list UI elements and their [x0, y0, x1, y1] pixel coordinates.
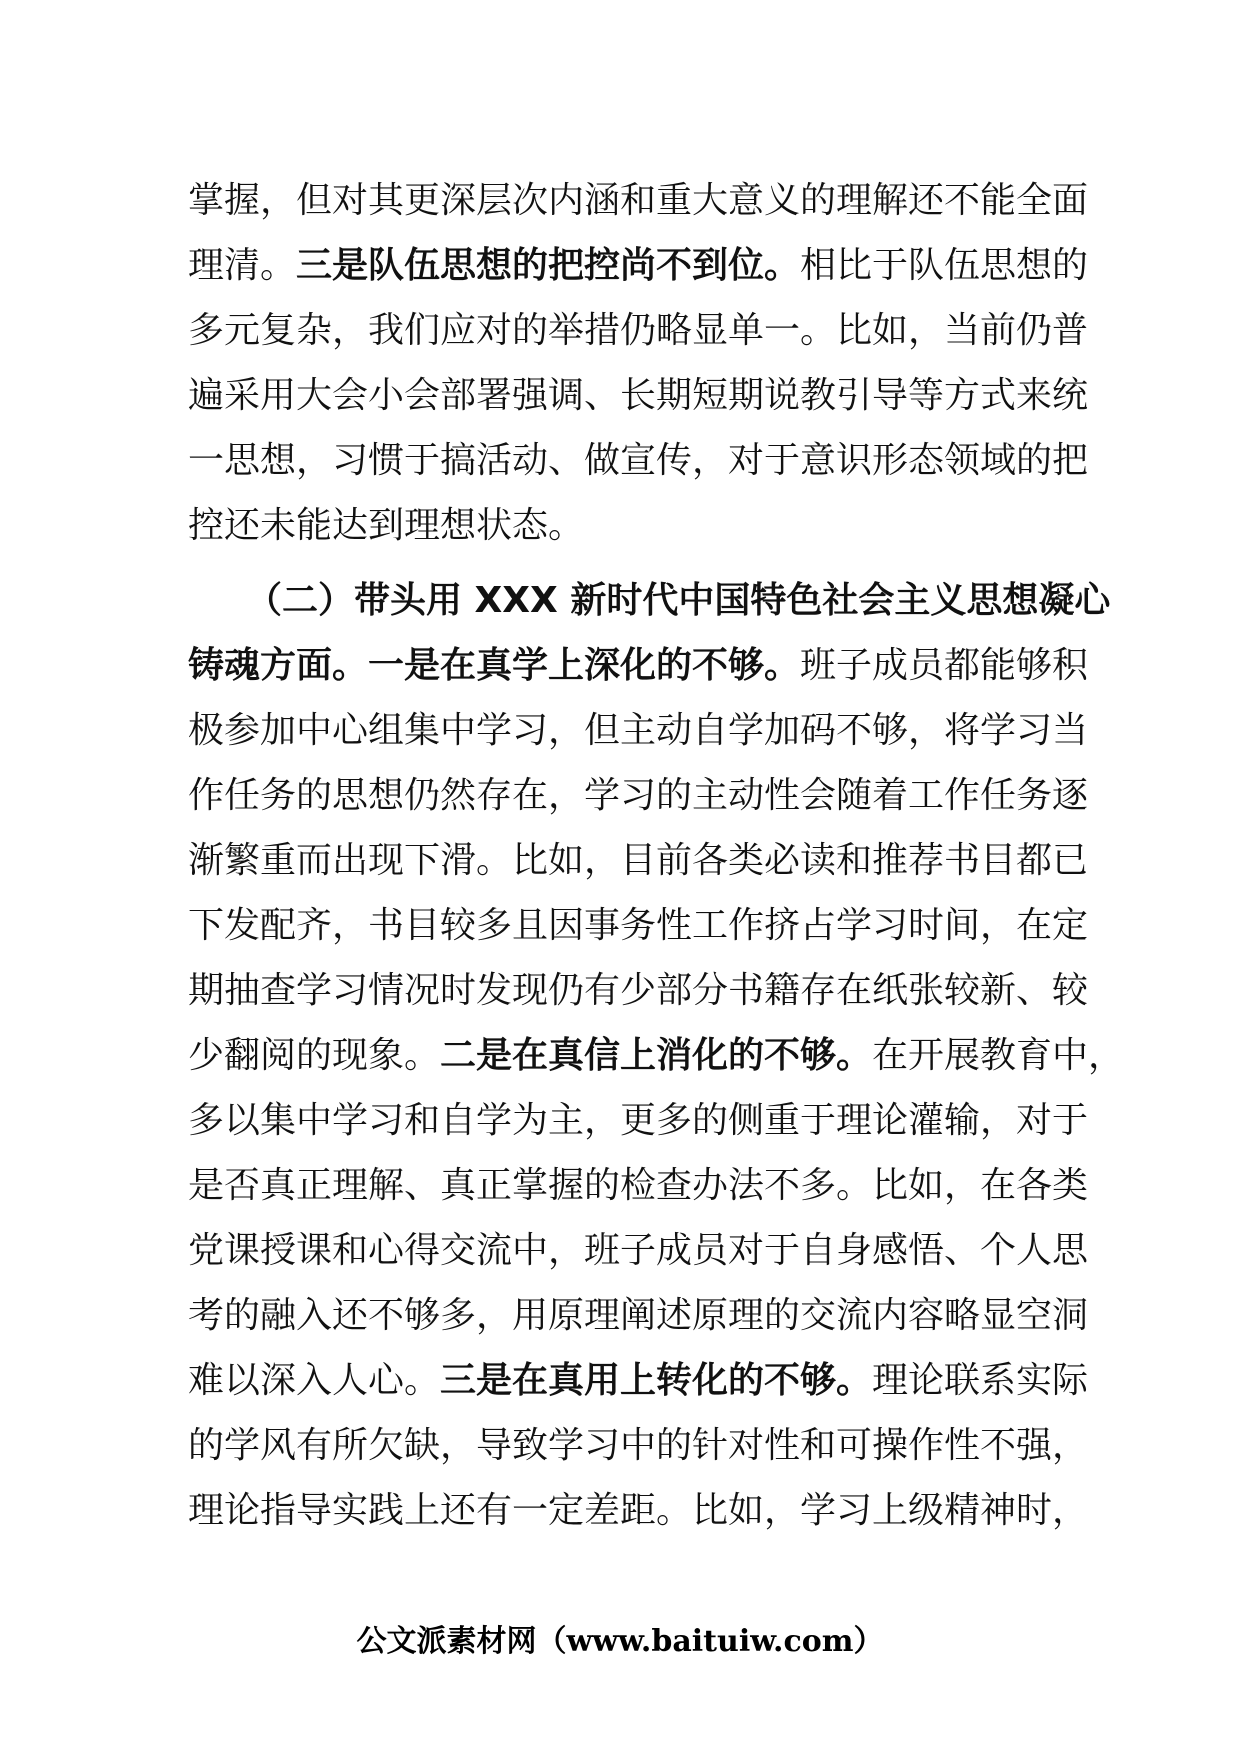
section-heading: （二）带头用 XXX 新时代中国特色社会主义思想凝心 [246, 580, 1111, 621]
text-line: 下发配齐，书目较多且因事务性工作挤占学习时间，在定 [188, 905, 1089, 946]
text-line: 多以集中学习和自学为主，更多的侧重于理论灌输，对于 [188, 1100, 1089, 1141]
text-line: 期抽查学习情况时发现仍有少部分书籍存在纸张较新、较 [188, 970, 1089, 1011]
text-line: 作任务的思想仍然存在，学习的主动性会随着工作任务逐 [188, 775, 1089, 816]
text-line: 理论指导实践上还有一定差距。比如，学习上级精神时， [188, 1490, 1089, 1531]
text-line: 控还未能达到理想状态。 [188, 505, 585, 546]
document-body [188, 168, 1125, 1543]
text-line: 少翻阅的现象。二是在真信上消化的不够。在开展教育中， [188, 1035, 1125, 1076]
text-line: 铸魂方面。一是在真学上深化的不够。班子成员都能够积 [188, 645, 1089, 686]
text-line: 党课授课和心得交流中，班子成员对于自身感悟、个人思 [188, 1230, 1089, 1271]
text-line: 掌握，但对其更深层次内涵和重大意义的理解还不能全面 [188, 180, 1089, 221]
text-line: 极参加中心组集中学习，但主动自学加码不够，将学习当 [188, 710, 1089, 751]
text-line: 考的融入还不够多，用原理阐述原理的交流内容略显空洞 [188, 1295, 1089, 1336]
footer-text: 公文派素材网（www.baituiw.com） [356, 1624, 884, 1659]
text-line: 一思想，习惯于搞活动、做宣传，对于意识形态领域的把 [188, 440, 1089, 481]
text-line: 遍采用大会小会部署强调、长期短期说教引导等方式来统 [188, 375, 1089, 416]
text-line: 多元复杂，我们应对的举措仍略显单一。比如，当前仍普 [188, 310, 1089, 351]
text-line: 是否真正理解、真正掌握的检查办法不多。比如，在各类 [188, 1165, 1089, 1206]
text-line: 难以深入人心。三是在真用上转化的不够。理论联系实际 [188, 1360, 1089, 1401]
text-line: 的学风有所欠缺，导致学习中的针对性和可操作性不强， [188, 1425, 1089, 1466]
page-footer [0, 1616, 1240, 1660]
text-line: 渐繁重而出现下滑。比如，目前各类必读和推荐书目都已 [188, 840, 1089, 881]
text-line: 理清。三是队伍思想的把控尚不到位。相比于队伍思想的 [188, 245, 1089, 286]
